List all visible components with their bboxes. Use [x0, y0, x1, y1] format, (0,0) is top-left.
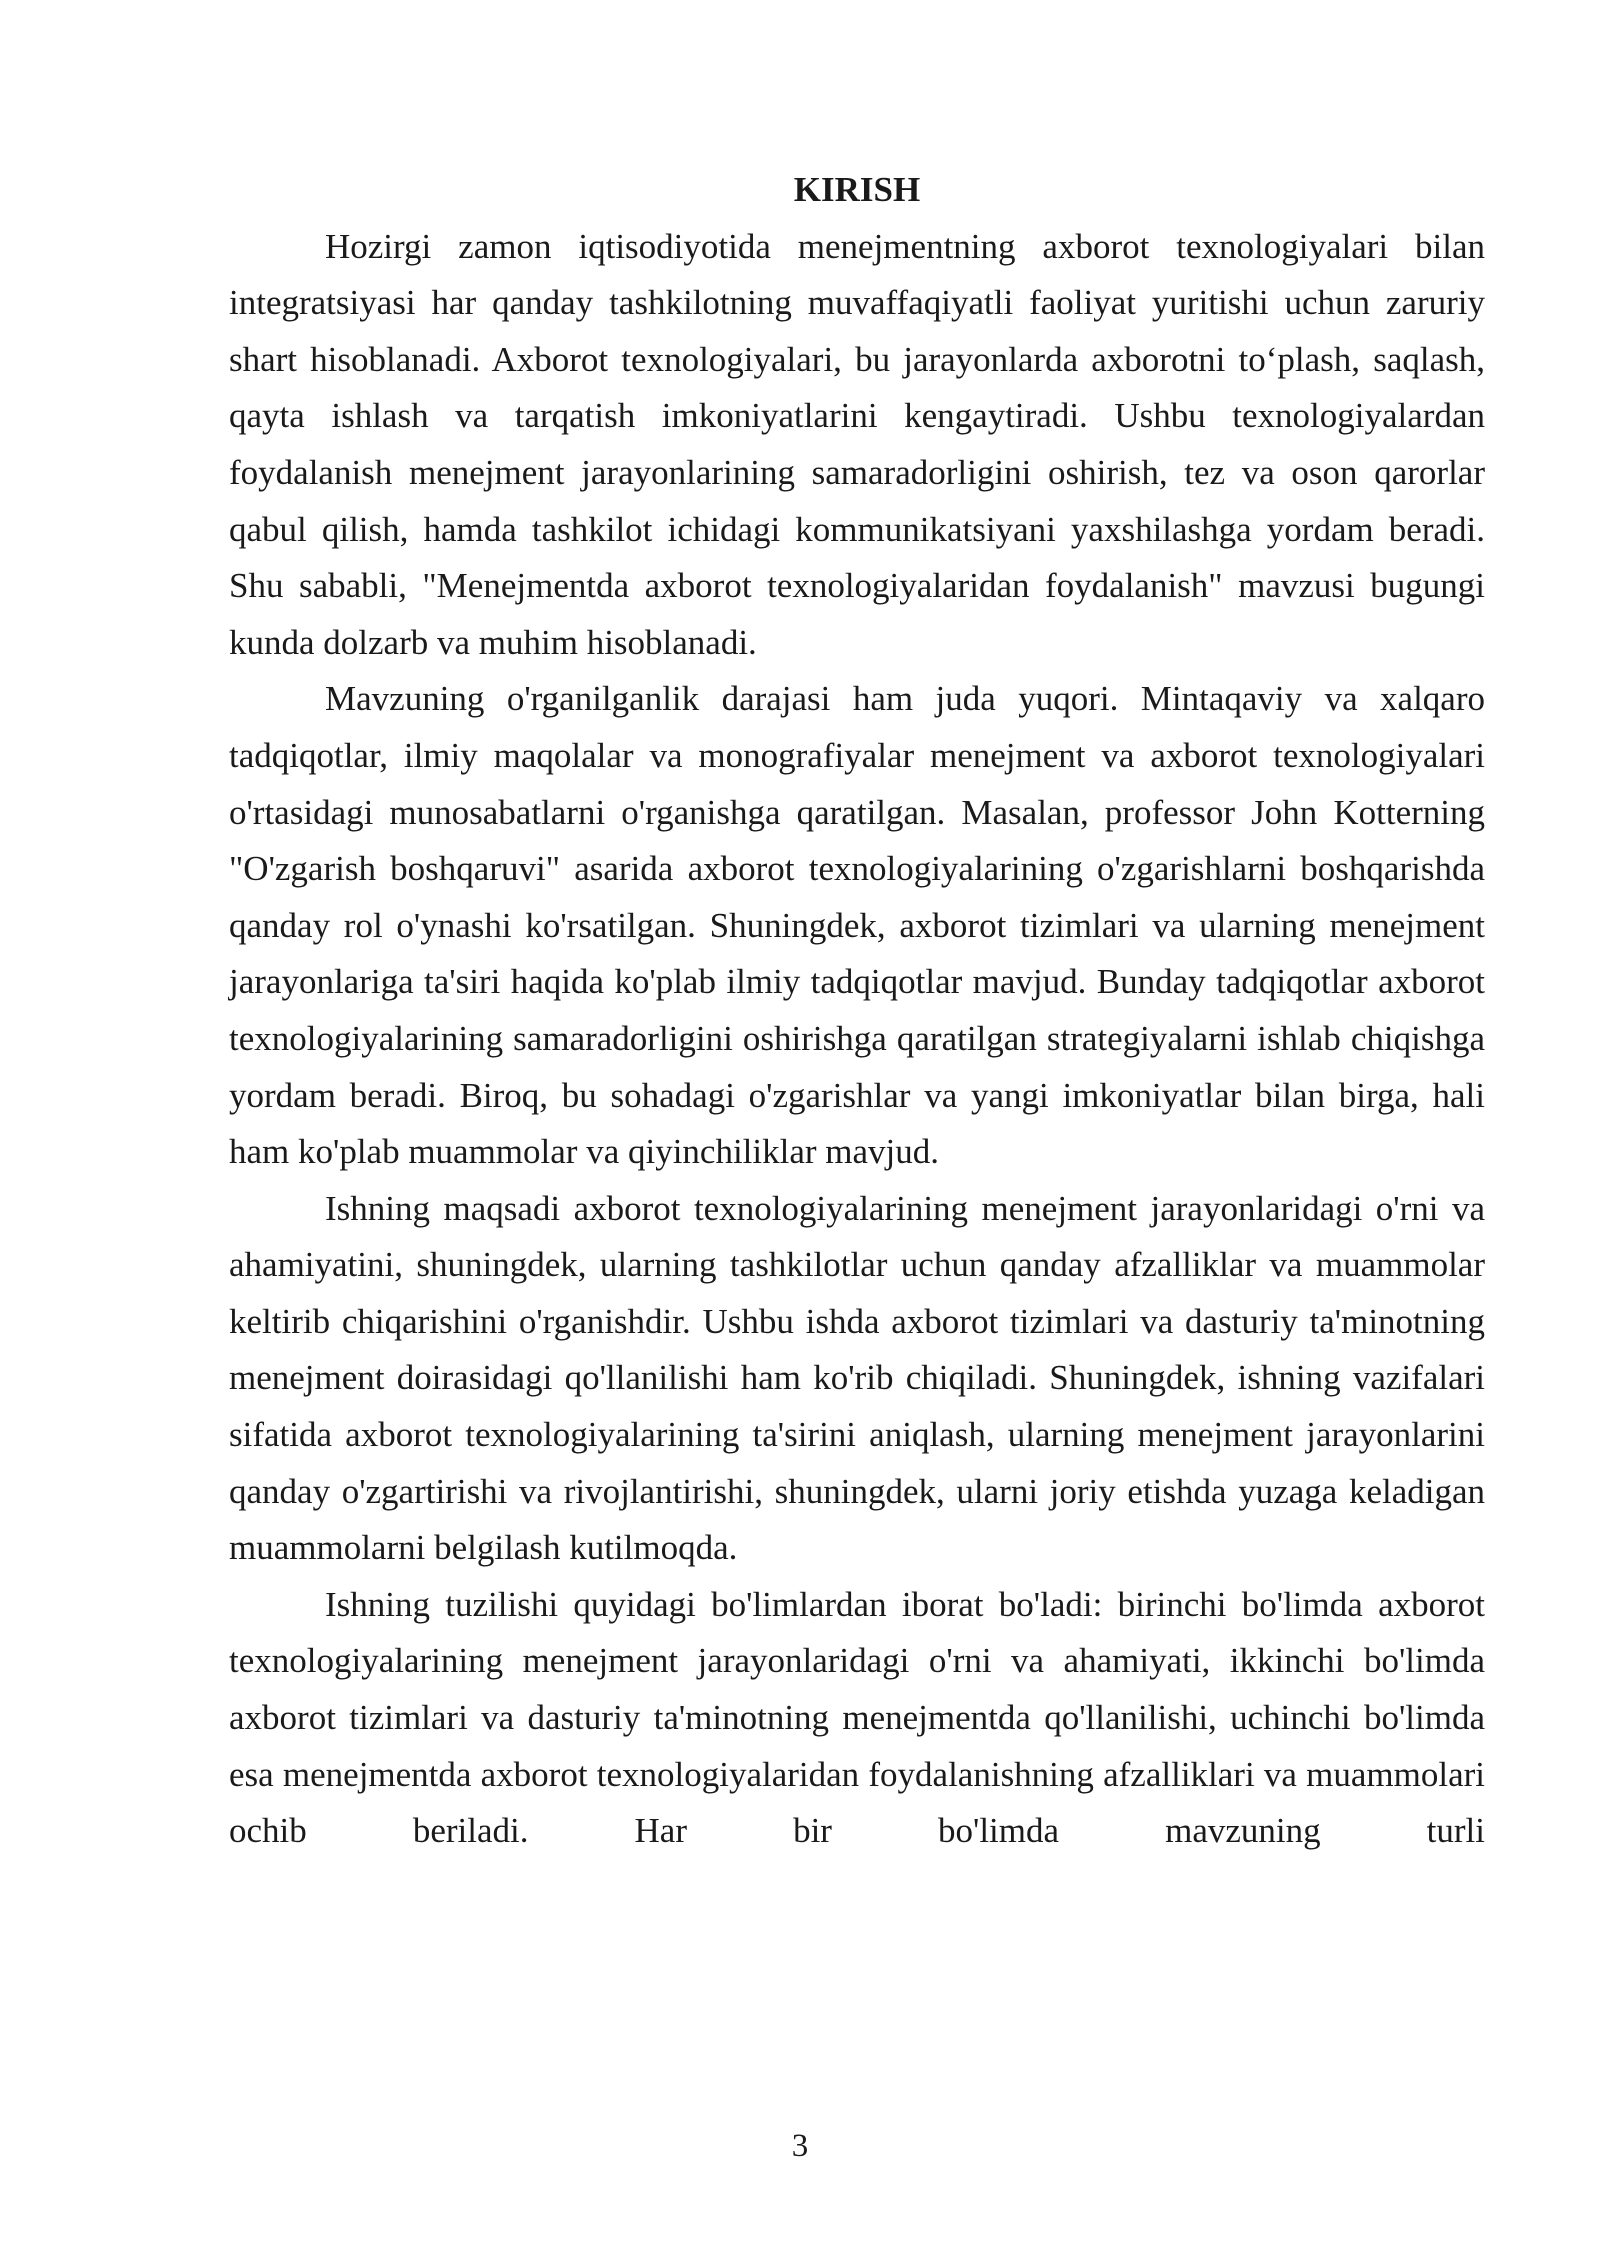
page-content	[229, 150, 1485, 1860]
paragraph-structure: Ishning tuzilishi quyidagi bo'limlardan iborat bo'ladi: birinchi bo'limda axborot texnologiyalarining menejment jarayonlaridagi o'rni va ahamiyati, ikkinchi bo'limda axborot tizimlari va dasturiy ta'minotning menejmentda qo'llanilishi, uchinchi bo'limda esa menejmentda axborot texnologiyalaridan foydalanishning afzalliklari va muammolari ochib beriladi. Har bir bo'limda mavzuning turli	[229, 1584, 1485, 1851]
paragraph-intro: Hozirgi zamon iqtisodiyotida menejmentning axborot texnologiyalari bilan integratsiyasi har qanday tashkilotning muvaffaqiyatli faoliyat yuritishi uchun zaruriy shart hisoblanadi. Axborot texnologiyalari, bu jarayonlarda axborotni to‘plash, saqlash, qayta ishlash va tarqatish imkoniyatlarini kengaytiradi. Ushbu texnologiyalardan foydalanish menejment jarayonlarining samaradorligini oshirish, tez va oson qarorlar qabul qilish, hamda tashkilot ichidagi kommunikatsiyani yaxshilashga yordam beradi. Shu sababli, "Menejmentda axborot texnologiyalaridan foydalanish" mavzusi bugungi kunda dolzarb va muhim hisoblanadi.	[229, 226, 1485, 662]
page-number: 3	[791, 2128, 809, 2164]
section-title: KIRISH	[793, 170, 921, 209]
paragraph-purpose: Ishning maqsadi axborot texnologiyalarining menejment jarayonlaridagi o'rni va ahamiyatini, shuningdek, ularning tashkilotlar uchun qanday afzalliklar va muammolar keltirib chiqarishini o'rganishdir. Ushbu ishda axborot tizimlari va dasturiy ta'minotning menejment doirasidagi qo'llanilishi ham ko'rib chiqiladi. Shuningdek, ishning vazifalari sifatida axborot texnologiyalarining ta'sirini aniqlash, ularning menejment jarayonlarini qanday o'zgartirishi va rivojlantirishi, shuningdek, ularni joriy etishda yuzaga keladigan muammolarni belgilash kutilmoqda.	[229, 1188, 1485, 1568]
paragraph-research-level: Mavzuning o'rganilganlik darajasi ham juda yuqori. Mintaqaviy va xalqaro tadqiqotlar, ilmiy maqolalar va monografiyalar menejment va axborot texnologiyalari o'rtasidagi munosabatlarni o'rganishga qaratilgan. Masalan, professor John Kotterning "O'zgarish boshqaruvi" asarida axborot texnologiyalarining o'zgarishlarni boshqarishda qanday rol o'ynashi ko'rsatilgan. Shuningdek, axborot tizimlari va ularning menejment jarayonlariga ta'siri haqida ko'plab ilmiy tadqiqotlar mavjud. Bunday tadqiqotlar axborot texnologiyalarining samaradorligini oshirishga qaratilgan strategiyalarni ishlab chiqishga yordam beradi. Biroq, bu sohadagi o'zgarishlar va yangi imkoniyatlar bilan birga, hali ham ko'plab muammolar va qiyinchiliklar mavjud.	[229, 679, 1485, 1172]
